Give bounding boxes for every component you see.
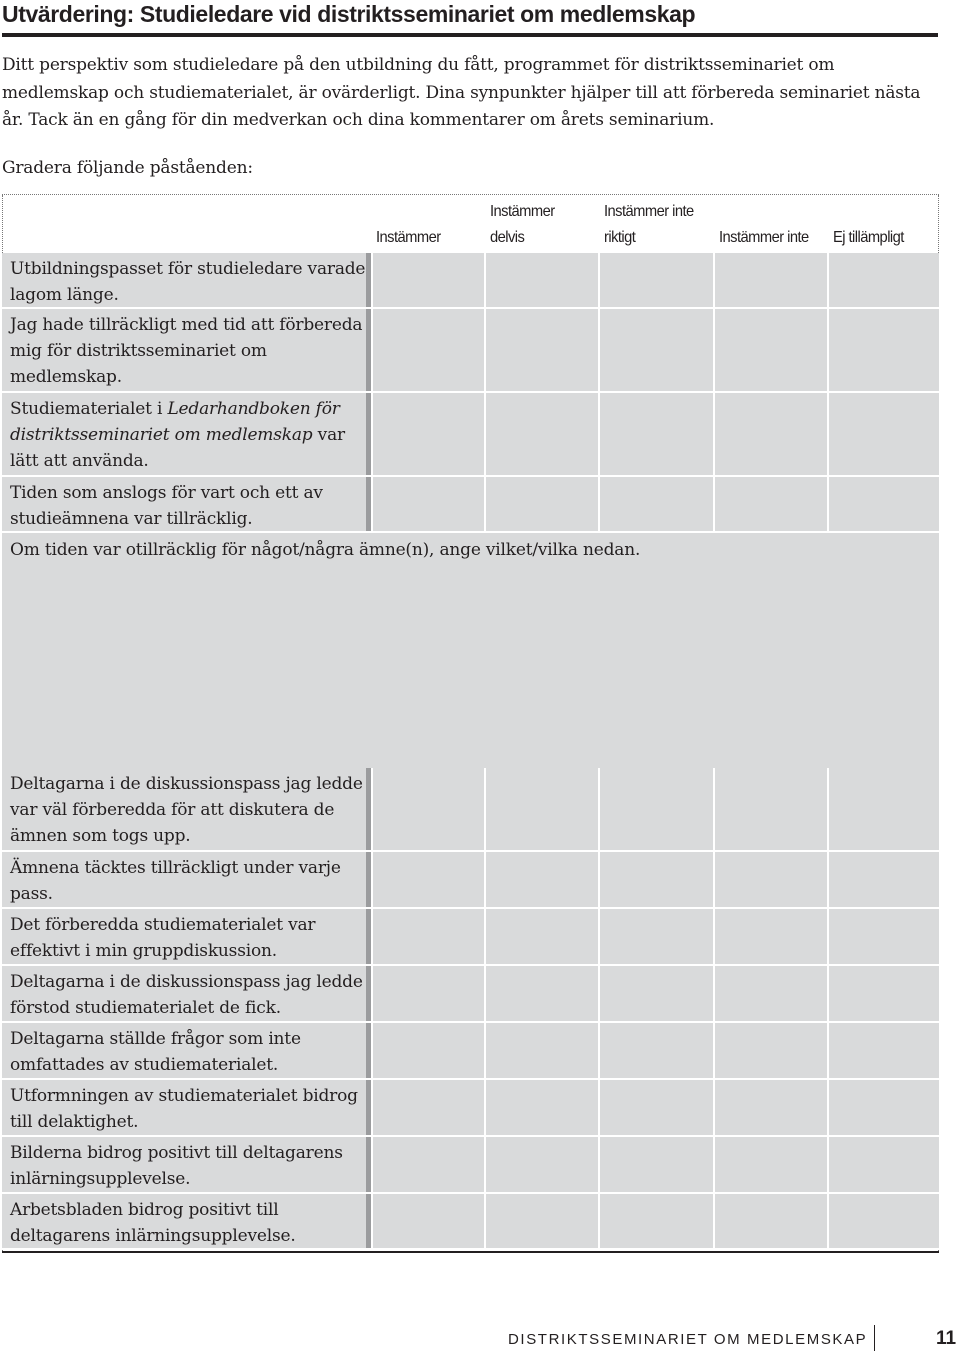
table-row <box>2 1194 939 1250</box>
rating-cell-instammer-inte[interactable] <box>713 393 827 477</box>
rating-cell-instammer-inte[interactable] <box>713 477 827 533</box>
statement-text: Deltagarna i de diskussionspass jag ledde förstod studiematerialet de fick. <box>2 966 366 1023</box>
rating-cell-instammer[interactable] <box>371 768 484 852</box>
row-divider <box>2 531 939 533</box>
rating-cell-ej-tillampligt[interactable] <box>827 393 939 477</box>
column-header-ej-tillampligt: Ej tillämpligt <box>833 229 904 246</box>
rating-cell-instammer[interactable] <box>371 477 484 533</box>
rating-cell-instammer[interactable] <box>371 1194 484 1250</box>
table-row <box>2 393 939 477</box>
rating-cell-instammer-delvis[interactable] <box>484 1080 598 1137</box>
statement-text: Utformningen av studiematerialet bidrog till delaktighet. <box>2 1080 366 1137</box>
rating-cell-instammer[interactable] <box>371 253 484 309</box>
rating-cell-instammer-inte-riktigt[interactable] <box>598 1023 713 1080</box>
rating-cell-instammer-inte-riktigt[interactable] <box>598 1080 713 1137</box>
rating-cell-instammer-inte-riktigt[interactable] <box>598 393 713 477</box>
table-row <box>2 477 939 533</box>
rating-cell-ej-tillampligt[interactable] <box>827 477 939 533</box>
table-row <box>2 1080 939 1137</box>
rating-cell-instammer-inte-riktigt[interactable] <box>598 909 713 966</box>
rating-cell-ej-tillampligt[interactable] <box>827 309 939 393</box>
footer-section-title: DISTRIKTSSEMINARIET OM MEDLEMSKAP <box>508 1331 868 1348</box>
statement-text: Deltagarna i de diskussionspass jag ledde var väl förberedda för att diskutera de ämnen som togs upp. <box>2 768 366 852</box>
rating-cell-instammer-delvis[interactable] <box>484 253 598 309</box>
rating-cell-instammer-inte[interactable] <box>713 768 827 852</box>
rating-cell-ej-tillampligt[interactable] <box>827 1023 939 1080</box>
rating-cell-instammer-delvis[interactable] <box>484 909 598 966</box>
statement-text-part: var lätt att använda. <box>10 425 345 471</box>
rating-cell-instammer-delvis[interactable] <box>484 966 598 1023</box>
rating-cell-instammer[interactable] <box>371 1080 484 1137</box>
statement-text-part: Studiematerialet i <box>10 399 168 419</box>
rating-cell-instammer-delvis[interactable] <box>484 393 598 477</box>
rating-cell-ej-tillampligt[interactable] <box>827 909 939 966</box>
rating-cell-instammer-inte-riktigt[interactable] <box>598 253 713 309</box>
statement-text: Ämnena täcktes tillräckligt under varje pass. <box>2 852 366 909</box>
rating-cell-instammer-inte[interactable] <box>713 253 827 309</box>
rating-cell-instammer-inte[interactable] <box>713 1023 827 1080</box>
rating-cell-instammer-inte-riktigt[interactable] <box>598 966 713 1023</box>
statement-text: Arbetsbladen bidrog positivt till deltagarens inlärningsupplevelse. <box>2 1194 366 1250</box>
statement-text <box>2 477 366 533</box>
rating-cell-ej-tillampligt[interactable] <box>827 852 939 909</box>
comment-prompt: Om tiden var otillräcklig för något/några ämne(n), ange vilket/vilka nedan. <box>10 540 641 560</box>
statement-text: Bilderna bidrog positivt till deltagarens inlärningsupplevelse. <box>2 1137 366 1194</box>
column-header-instammer: Instämmer <box>376 229 441 246</box>
statement-title-italic: Ledarhandboken för distriktsseminariet om medlemskap <box>10 399 340 445</box>
rating-cell-instammer-inte-riktigt[interactable] <box>598 1194 713 1250</box>
rating-cell-instammer-delvis[interactable] <box>484 852 598 909</box>
rating-cell-instammer-inte[interactable] <box>713 852 827 909</box>
rating-cell-instammer-inte[interactable] <box>713 1080 827 1137</box>
rating-cell-instammer-inte[interactable] <box>713 309 827 393</box>
rating-cell-ej-tillampligt[interactable] <box>827 253 939 309</box>
rating-cell-instammer-delvis[interactable] <box>484 1023 598 1080</box>
rating-cell-instammer[interactable] <box>371 1023 484 1080</box>
table-row <box>2 309 939 393</box>
statement-text-part: Tiden som anslogs för vart och ett av studieämnena var tillräcklig. <box>10 483 323 529</box>
statement-text-part: Utbildningspasset för studieledare varade lagom länge. <box>10 259 366 305</box>
table-row <box>2 852 939 909</box>
row-divider <box>2 1248 939 1250</box>
page-number: 11 <box>936 1328 957 1349</box>
rating-cell-instammer[interactable] <box>371 309 484 393</box>
rating-prompt: Gradera följande påståenden: <box>2 158 253 178</box>
rating-cell-instammer[interactable] <box>371 852 484 909</box>
rating-cell-instammer[interactable] <box>371 1137 484 1194</box>
intro-paragraph: Ditt perspektiv som studieledare på den utbildning du fått, programmet för distriktsseminariet om medlemskap och studiematerialet, är ovärderligt. Dina synpunkter hjälper till att förbereda seminariet nästa år. Tack än en gång för din medverkan och dina kommentarer om årets seminarium. <box>2 55 921 130</box>
table-row <box>2 1137 939 1194</box>
rating-cell-instammer-delvis[interactable] <box>484 1194 598 1250</box>
rating-cell-instammer-inte-riktigt[interactable] <box>598 768 713 852</box>
rating-cell-instammer[interactable] <box>371 966 484 1023</box>
rating-cell-instammer-delvis[interactable] <box>484 768 598 852</box>
statement-text: Deltagarna ställde frågor som inte omfattades av studiematerialet. <box>2 1023 366 1080</box>
rating-cell-ej-tillampligt[interactable] <box>827 1080 939 1137</box>
statement-text <box>2 393 366 477</box>
rating-cell-instammer-inte[interactable] <box>713 1194 827 1250</box>
rating-cell-instammer[interactable] <box>371 909 484 966</box>
statement-text: Det förberedda studiematerialet var effektivt i min gruppdiskussion. <box>2 909 366 966</box>
rating-cell-instammer-inte[interactable] <box>713 966 827 1023</box>
statement-text <box>2 253 366 309</box>
column-header-instammer-inte-riktigt: Instämmer inte riktigt <box>604 203 694 246</box>
rating-cell-ej-tillampligt[interactable] <box>827 1137 939 1194</box>
rating-cell-instammer-delvis[interactable] <box>484 477 598 533</box>
rating-cell-instammer-delvis[interactable] <box>484 309 598 393</box>
table-row <box>2 1023 939 1080</box>
rating-cell-ej-tillampligt[interactable] <box>827 1194 939 1250</box>
rating-cell-instammer-inte[interactable] <box>713 909 827 966</box>
rating-cell-instammer[interactable] <box>371 393 484 477</box>
page-title: Utvärdering: Studieledare vid distriktsseminariet om medlemskap <box>2 0 938 37</box>
rating-cell-ej-tillampligt[interactable] <box>827 966 939 1023</box>
statement-text <box>2 309 366 393</box>
table-row <box>2 253 939 309</box>
comment-input-area[interactable] <box>2 533 939 768</box>
column-header-instammer-inte: Instämmer inte <box>719 229 809 246</box>
rating-cell-instammer-inte-riktigt[interactable] <box>598 852 713 909</box>
table-row <box>2 966 939 1023</box>
rating-table <box>2 194 939 1253</box>
rating-cell-ej-tillampligt[interactable] <box>827 768 939 852</box>
footer-divider <box>874 1325 875 1351</box>
statement-text-part: Jag hade tillräckligt med tid att förbereda mig för distriktsseminariet om medlemskap. <box>10 315 363 387</box>
rating-cell-instammer-inte[interactable] <box>713 1137 827 1194</box>
rating-cell-instammer-delvis[interactable] <box>484 1137 598 1194</box>
rating-cell-instammer-inte-riktigt[interactable] <box>598 1137 713 1194</box>
table-row <box>2 909 939 966</box>
rating-cell-instammer-inte-riktigt[interactable] <box>598 309 713 393</box>
rating-cell-instammer-inte-riktigt[interactable] <box>598 477 713 533</box>
table-row <box>2 768 939 852</box>
column-header-instammer-delvis: Instämmer delvis <box>490 203 555 246</box>
